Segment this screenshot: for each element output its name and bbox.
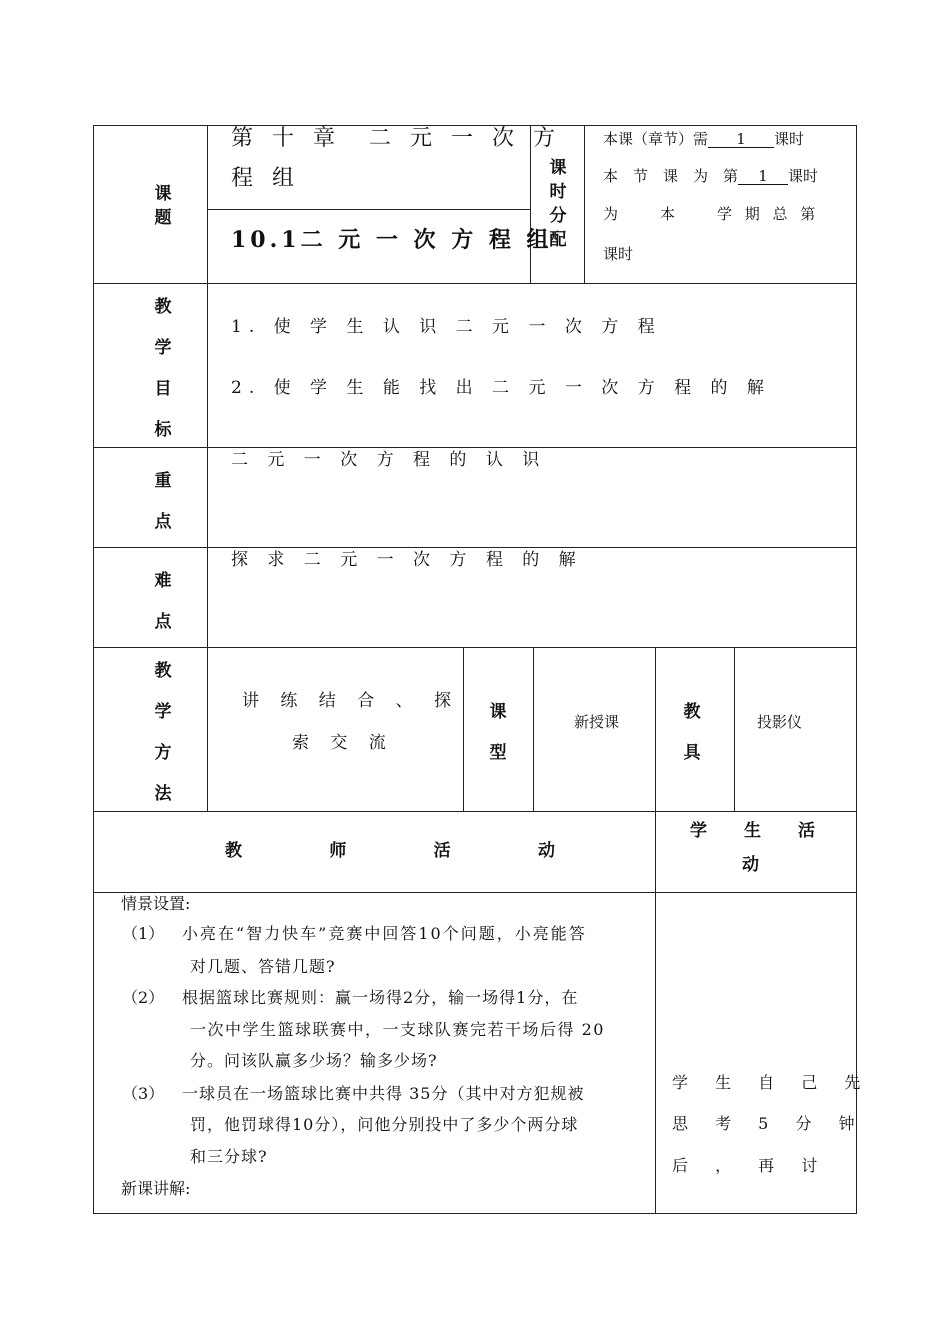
student-activity-line3: 后 ， 再 讨	[672, 1156, 829, 1175]
table-border-left	[93, 125, 94, 1214]
time-alloc-label: 课 时 分 配	[549, 158, 567, 250]
student-activity-header-line2: 动	[742, 855, 759, 875]
scenario-item-3-num: （3）	[122, 1084, 165, 1103]
scenario-item-2-line1: 根据篮球比赛规则：赢一场得2分，输一场得1分，在	[182, 988, 579, 1007]
objective-item-2: 2. 使 学 生 能 找 出 二 元 一 次 方 程 的 解	[231, 378, 771, 398]
label-column-divider	[207, 125, 208, 812]
scenario-heading: 情景设置:	[121, 894, 191, 913]
aids-label: 教 具	[683, 702, 701, 763]
aids-value: 投影仪	[757, 713, 803, 731]
topic-divider	[207, 209, 530, 210]
scenario-item-1-num: （1）	[122, 924, 165, 943]
section-title: 10.1二 元 一 次 方 程 组	[231, 227, 553, 253]
student-activity-line1: 学 生 自 己 先	[672, 1073, 872, 1092]
student-activity-line2: 思 考 5 分 钟	[672, 1114, 866, 1133]
time-alloc-line3: 为 本 学 期 总 第	[603, 205, 820, 223]
chapter-title-line1: 第 十 章 二 元 一 次 方	[231, 126, 561, 151]
topic-label: 课 题	[154, 184, 172, 228]
scenario-item-3-line1: 一球员在一场篮球比赛中共得 35分（其中对方犯规被	[182, 1084, 585, 1103]
scenario-item-2-num: （2）	[122, 988, 165, 1007]
table-border-right	[856, 125, 857, 1214]
key-points-text: 二 元 一 次 方 程 的 认 识	[231, 450, 547, 470]
time-alloc-line2: 本 节 课 为 第 1 课时	[603, 167, 819, 185]
difficulties-label: 难 点	[154, 571, 172, 632]
teacher-activity-header: 教 师 活 动	[225, 841, 555, 861]
chapter-title-line2: 程 组	[231, 166, 300, 191]
lesson-type-value: 新授课	[574, 713, 620, 731]
total-hours-value: 1	[708, 132, 774, 148]
scenario-item-1-line2: 对几题、答错几题?	[190, 957, 336, 976]
scenario-item-2-line2: 一次中学生篮球联赛中，一支球队赛完若干场后得 20	[190, 1020, 605, 1039]
objective-item-1: 1. 使 学 生 认 识 二 元 一 次 方 程	[231, 317, 662, 337]
time-alloc-right-divider	[584, 125, 585, 284]
method-text-line2: 索 交 流	[292, 733, 394, 753]
method-text-line1: 讲 练 结 合 、 探	[242, 691, 460, 711]
new-lesson-heading: 新课讲解:	[121, 1179, 191, 1198]
time-alloc-line4: 课时	[603, 245, 634, 263]
lesson-type-label: 课 型	[489, 702, 507, 763]
method-divider-3	[655, 647, 656, 1214]
method-divider-4	[734, 647, 735, 812]
student-activity-header-line1: 学 生 活	[690, 821, 815, 841]
method-divider-1	[463, 647, 464, 812]
scenario-item-3-line2: 罚，他罚球得10分），问他分别投中了多少个两分球	[190, 1115, 579, 1134]
method-divider-2	[533, 647, 534, 812]
key-points-label: 重 点	[154, 471, 172, 532]
scenario-item-1-line1: 小亮在“智力快车”竞赛中回答10个问题，小亮能答	[182, 924, 587, 943]
current-hour-value: 1	[738, 169, 788, 185]
table-border-bottom	[93, 1213, 857, 1214]
time-alloc-line1: 本课（章节）需 1 课时	[603, 130, 805, 148]
difficulties-text: 探 求 二 元 一 次 方 程 的 解	[231, 550, 583, 570]
scenario-item-3-line3: 和三分球?	[190, 1147, 268, 1166]
row-divider-6	[93, 892, 857, 893]
scenario-item-2-line3: 分。问该队赢多少场？输多少场?	[190, 1051, 438, 1070]
objectives-label: 教 学 目 标	[154, 297, 172, 440]
method-label: 教 学 方 法	[154, 661, 172, 804]
